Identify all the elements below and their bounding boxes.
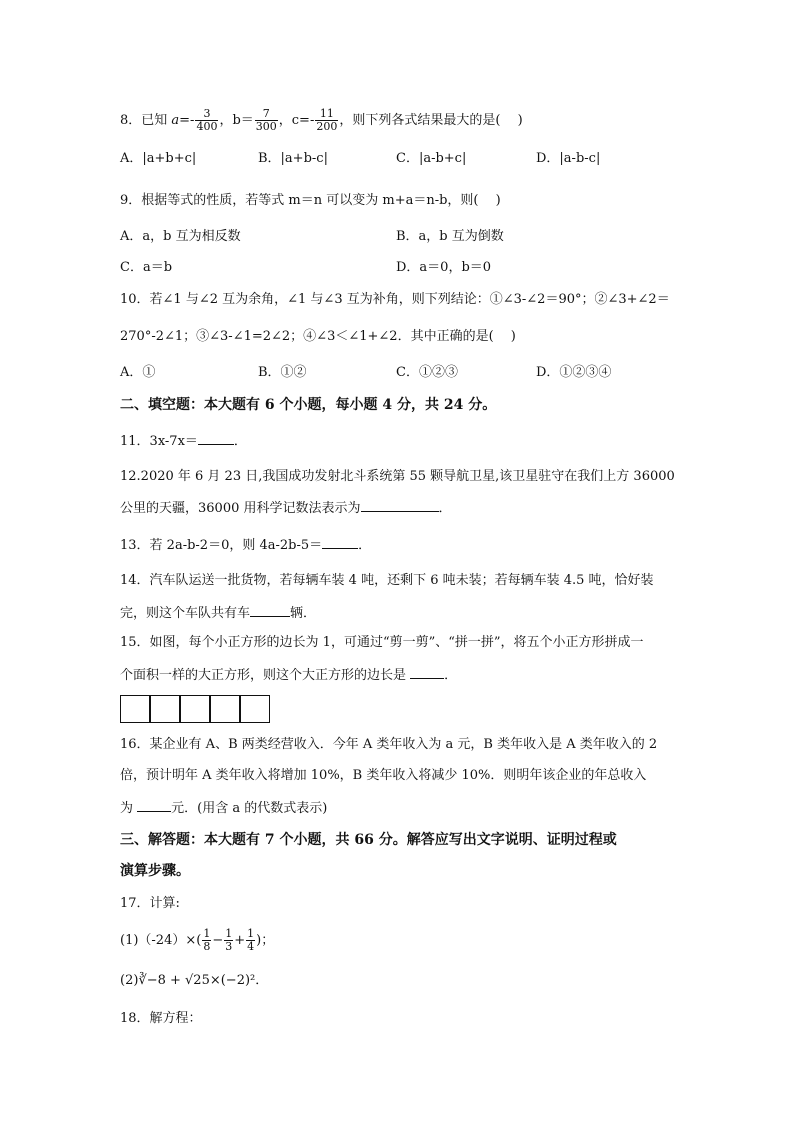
q8-option-b: B．|a+b-c| bbox=[258, 151, 328, 166]
q12-answer-blank bbox=[361, 499, 439, 512]
q8-a-den: 400 bbox=[196, 120, 218, 133]
q12-line2 bbox=[120, 499, 452, 518]
q17-part1-lead: (1)（-24）×( bbox=[120, 933, 202, 948]
q8-c-fraction bbox=[315, 108, 338, 133]
q10-option-c: C．①②③ bbox=[396, 365, 458, 380]
q16-answer-blank bbox=[137, 799, 171, 812]
q13-answer-blank bbox=[322, 536, 358, 549]
q14-answer-blank bbox=[250, 604, 290, 617]
q14-text: 完，则这个车队共有车 bbox=[120, 606, 251, 621]
q11-end: ． bbox=[233, 434, 247, 449]
q8-b-fraction bbox=[255, 108, 278, 133]
q8-option-d: D．|a-b-c| bbox=[536, 151, 601, 166]
q12-end: ． bbox=[438, 501, 452, 516]
q8-a-num: 3 bbox=[195, 108, 218, 121]
q15-text: 个面积一样的大正方形，则这个大正方形的边长是 bbox=[120, 668, 411, 683]
q13-text: 13．若 2a-b-2＝0，则 4a-2b-5＝ bbox=[120, 538, 323, 553]
q13 bbox=[120, 536, 371, 555]
q9-option-b: B．a，b 互为倒数 bbox=[396, 229, 504, 244]
q9-option-a: A．a，b 互为相反数 bbox=[120, 229, 241, 244]
q17-minus: − bbox=[212, 933, 224, 948]
q17-f3-den: 4 bbox=[247, 940, 255, 953]
q17-part2: (2)∛−8 + √25×(−2)²． bbox=[120, 973, 269, 988]
q8-b-eq: ，b＝ bbox=[219, 113, 254, 128]
q8-c-num: 11 bbox=[315, 108, 338, 121]
q15-end: ． bbox=[444, 668, 458, 683]
q17-title: 17．计算: bbox=[120, 896, 180, 911]
q17-fraction-1 bbox=[202, 928, 211, 953]
q17-f1-num: 1 bbox=[203, 927, 211, 940]
q14-line1: 14．汽车队运送一批货物，若每辆车装 4 吨，还剩下 6 吨未装；若每辆车装 4.5 吨，恰好装 bbox=[120, 573, 654, 588]
q8-prefix: 8．已知 bbox=[120, 113, 172, 128]
q17-part1-end: )； bbox=[256, 933, 275, 948]
small-square bbox=[240, 695, 270, 723]
q8-a-fraction bbox=[195, 108, 218, 133]
q8-b-den: 300 bbox=[255, 120, 277, 133]
q11-text: 11．3x-7x＝ bbox=[120, 434, 198, 449]
q15-line2 bbox=[120, 666, 457, 685]
q17-plus: + bbox=[234, 933, 246, 948]
q8-c-eq: ，c=- bbox=[278, 113, 315, 128]
q16-line3 bbox=[120, 799, 327, 818]
q9-option-d: D．a＝0，b＝0 bbox=[396, 260, 492, 275]
q14-end: 辆． bbox=[290, 606, 317, 621]
small-square bbox=[210, 695, 240, 723]
q17-f2-den: 3 bbox=[225, 940, 233, 953]
q17-f1-den: 8 bbox=[203, 940, 211, 953]
q8-a-eq: a=- bbox=[171, 113, 195, 128]
q8-b-num: 7 bbox=[255, 108, 278, 121]
q16-line2: 倍，预计明年 A 类年收入将增加 10%，B 类年收入将减少 10%．则明年该企业的年总收入 bbox=[120, 768, 647, 783]
q17-fraction-2 bbox=[224, 928, 233, 953]
q15-line1: 15．如图，每个小正方形的边长为 1，可通过“剪一剪”、“拼一拼”，将五个小正方形拼成一 bbox=[120, 635, 644, 650]
q15-answer-blank bbox=[410, 666, 444, 679]
q17-fraction-3 bbox=[246, 928, 255, 953]
q12-text: 公里的天疆，36000 用科学记数法表示为 bbox=[120, 501, 361, 516]
q10-option-d: D．①②③④ bbox=[536, 365, 612, 380]
q16-text-b: 元．(用含 a 的代数式表示) bbox=[171, 801, 328, 816]
q17-f2-num: 1 bbox=[225, 927, 233, 940]
section-2-heading: 二、填空题：本大题有 6 个小题，每小题 4 分，共 24 分。 bbox=[120, 397, 497, 413]
small-square bbox=[120, 695, 150, 723]
q8-c-den: 200 bbox=[316, 120, 338, 133]
q10-stem-line2: 270°-2∠1；③∠3-∠1=2∠2；④∠3＜∠1+∠2．其中正确的是( ) bbox=[120, 329, 516, 344]
q8-suffix: ，则下列各式结果最大的是( ) bbox=[339, 113, 523, 128]
q11-answer-blank bbox=[198, 432, 234, 445]
q17-f3-num: 1 bbox=[247, 927, 255, 940]
small-square bbox=[150, 695, 180, 723]
small-square bbox=[180, 695, 210, 723]
q10-option-b: B．①② bbox=[258, 365, 307, 380]
q11 bbox=[120, 432, 247, 451]
q16-text-a: 为 bbox=[120, 801, 138, 816]
q9-stem: 9．根据等式的性质，若等式 m＝n 可以变为 m+a＝n-b，则( ) bbox=[120, 193, 501, 208]
q14-line2 bbox=[120, 604, 316, 623]
q10-option-a: A．① bbox=[120, 365, 156, 380]
q16-line1: 16．某企业有 A、B 两类经营收入．今年 A 类年收入为 a 元，B 类年收入是 A 类年收入的 2 bbox=[120, 737, 658, 752]
q8-option-a: A．|a+b+c| bbox=[120, 151, 197, 166]
q10-stem-line1: 10．若∠1 与∠2 互为余角，∠1 与∠3 互为补角，则下列结论：①∠3-∠2＝90°；②∠3+∠2＝ bbox=[120, 292, 670, 307]
section-3-heading-line2: 演算步骤。 bbox=[120, 863, 190, 879]
q18-title: 18．解方程： bbox=[120, 1011, 202, 1026]
q13-end: ． bbox=[358, 538, 372, 553]
q8-option-c: C．|a-b+c| bbox=[396, 151, 467, 166]
q17-part1 bbox=[120, 928, 274, 953]
section-3-heading-line1: 三、解答题：本大题有 7 个小题，共 66 分。解答应写出文字说明、证明过程或 bbox=[120, 832, 617, 848]
q8-stem bbox=[120, 108, 523, 133]
q12-line1: 12.2020 年 6 月 23 日,我国成功发射北斗系统第 55 颗导航卫星,该卫星驻守在我们上方 36000 bbox=[120, 469, 675, 484]
q9-option-c: C．a＝b bbox=[120, 260, 173, 275]
